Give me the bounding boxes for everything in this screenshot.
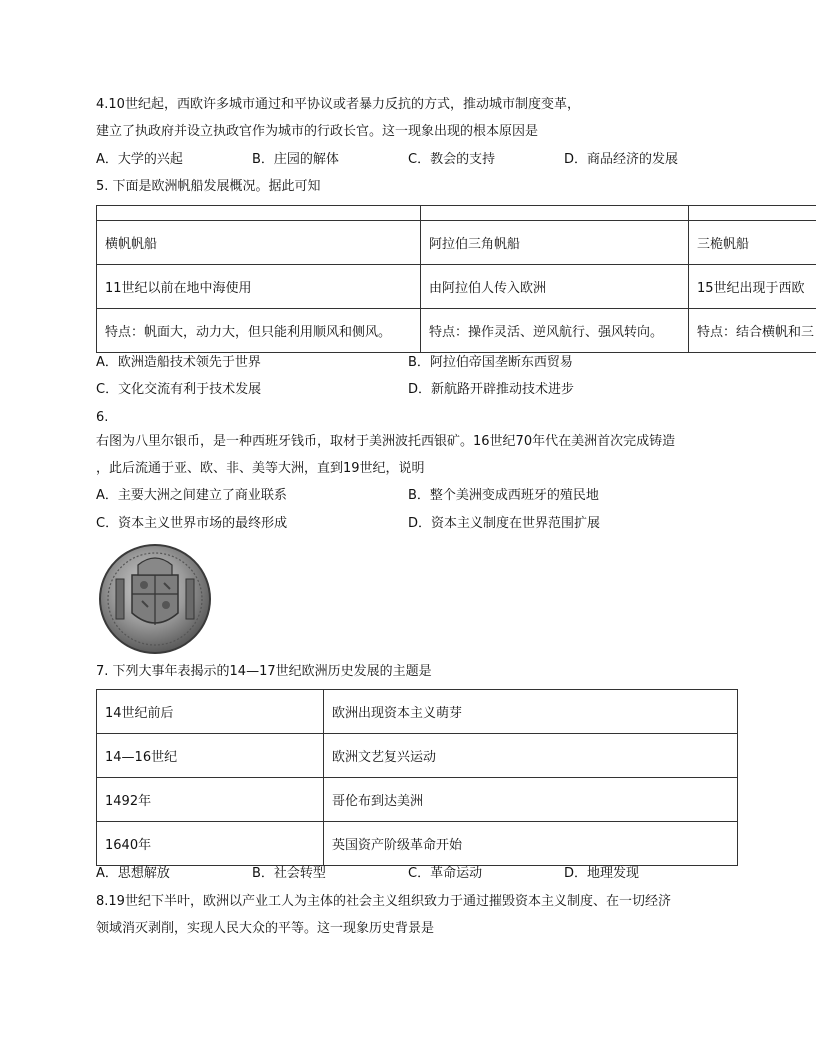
table-cell: 15世纪出现于西欧 [689,265,816,309]
table-cell: 英国资产阶级革命开始 [324,822,738,866]
q5-option-d[interactable]: D．新航路开辟推动技术进步 [408,382,575,397]
table-cell: 11世纪以前在地中海使用 [97,265,421,309]
silver-coin-image [98,543,212,655]
table-cell: 由阿拉伯人传入欧洲 [421,265,689,309]
q5-option-c[interactable]: C．文化交流有利于技术发展 [96,382,262,397]
q4-stem-line1: 4.10世纪起，西欧许多城市通过和平协议或者暴力反抗的方式，推动城市制度变革， [96,97,580,112]
table-cell [421,206,689,221]
table-cell: 三桅帆船 [689,221,816,265]
q5-option-a[interactable]: A．欧洲造船技术领先于世界 [96,355,261,370]
q8-stem-line2: 领域消灭剥削，实现人民大众的平等。这一现象历史背景是 [96,921,435,936]
table-cell [689,206,816,221]
q7-option-d[interactable]: D．地理发现 [564,866,640,881]
q5-option-b[interactable]: B．阿拉伯帝国垄断东西贸易 [408,355,573,370]
q4-option-a[interactable]: A．大学的兴起 [96,152,183,167]
table-cell: 特点：帆面大，动力大，但只能利用顺风和侧风。 [97,309,421,353]
table-cell: 欧洲文艺复兴运动 [324,734,738,778]
table-cell: 阿拉伯三角帆船 [421,221,689,265]
table-row [97,690,738,734]
table-cell: 1492年 [97,778,324,822]
q8-stem-line1: 8.19世纪下半叶，欧洲以产业工人为主体的社会主义组织致力于通过摧毁资本主义制度、在一切经济 [96,894,671,909]
q7-option-c[interactable]: C．革命运动 [408,866,483,881]
sailing-ship-table [96,205,816,353]
q6-option-c[interactable]: C．资本主义世界市场的最终形成 [96,516,288,531]
q6-option-b[interactable]: B．整个美洲变成西班牙的殖民地 [408,488,599,503]
q4-option-c[interactable]: C．教会的支持 [408,152,496,167]
q4-option-b[interactable]: B．庄园的解体 [252,152,339,167]
q5-stem: 5. 下面是欧洲帆船发展概况。据此可知 [96,179,321,194]
table-row [97,265,816,309]
q4-option-d[interactable]: D．商品经济的发展 [564,152,679,167]
table-row [97,206,816,221]
q7-stem: 7. 下列大事年表揭示的14—17世纪欧洲历史发展的主题是 [96,664,432,679]
table-cell: 哥伦布到达美洲 [324,778,738,822]
table-cell: 14世纪前后 [97,690,324,734]
q6-option-d[interactable]: D．资本主义制度在世界范围扩展 [408,516,601,531]
table-cell: 14—16世纪 [97,734,324,778]
table-cell: 欧洲出现资本主义萌芽 [324,690,738,734]
q6-stem-line2: ，此后流通于亚、欧、非、美等大洲，直到19世纪，说明 [96,461,425,476]
q6-stem-line1: 右图为八里尔银币，是一种西班牙钱币，取材于美洲波托西银矿。16世纪70年代在美洲首次完成铸造 [96,434,676,449]
table-cell: 横帆帆船 [97,221,421,265]
table-row [97,309,816,353]
event-timeline-table [96,689,738,866]
table-cell: 特点：结合横帆和三 [689,309,816,353]
table-cell [97,206,421,221]
q7-option-a[interactable]: A．思想解放 [96,866,170,881]
q6-number: 6. [96,410,109,425]
q4-stem-line2: 建立了执政府并设立执政官作为城市的行政长官。这一现象出现的根本原因是 [96,124,539,139]
q6-option-a[interactable]: A．主要大洲之间建立了商业联系 [96,488,287,503]
table-row [97,822,738,866]
table-row [97,221,816,265]
table-cell: 1640年 [97,822,324,866]
table-row [97,778,738,822]
q7-option-b[interactable]: B．社会转型 [252,866,326,881]
table-row [97,734,738,778]
table-cell: 特点：操作灵活、逆风航行、强风转向。 [421,309,689,353]
